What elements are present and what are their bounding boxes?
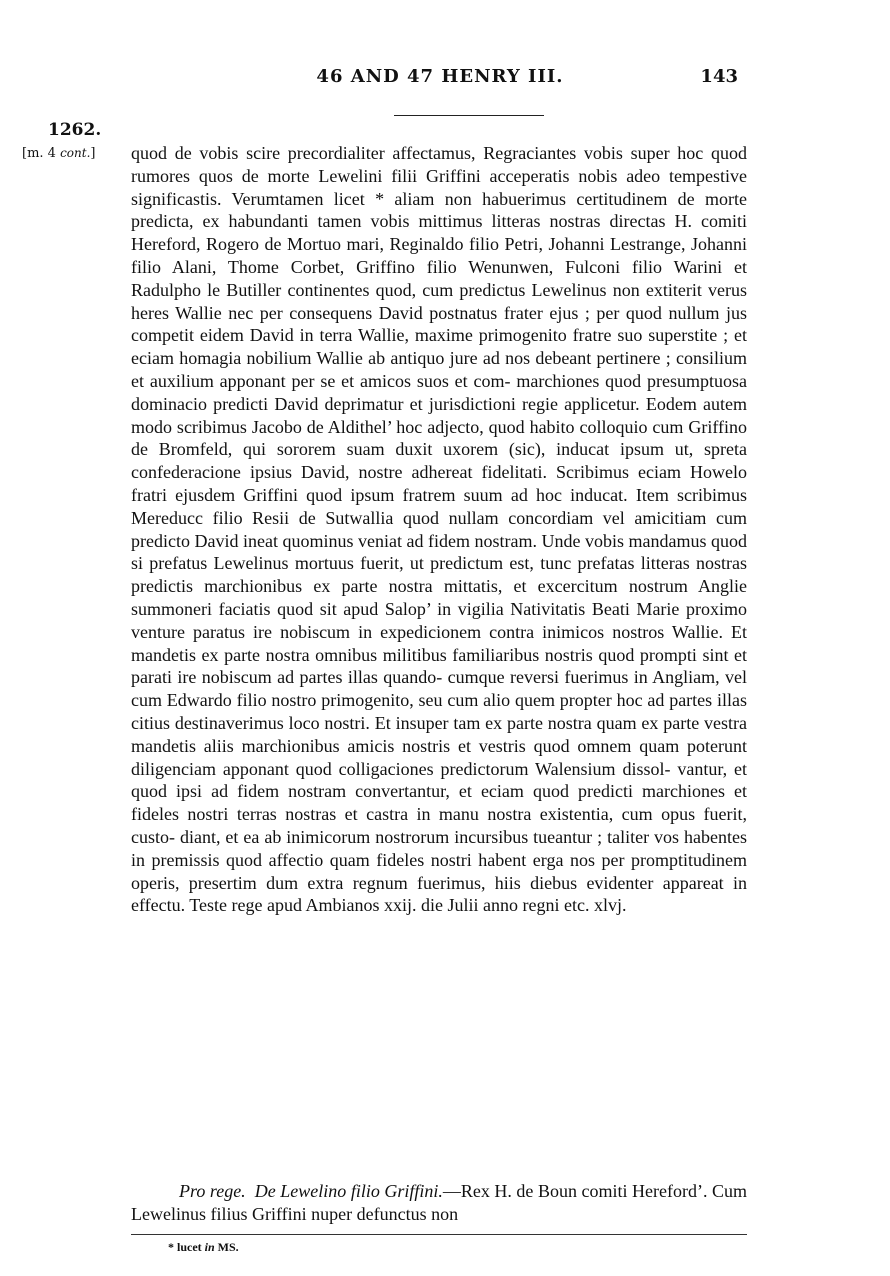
footnote <box>168 1240 239 1255</box>
paragraph-2-rubric-b: De Lewelino filio Griffini. <box>254 1181 443 1201</box>
paragraph-1: quod de vobis scire precordialiter affectamus, Regraciantes vobis super hoc quod rumores quos de morte Lewelini filii Griffini acceperatis nobis adeo tempestive significastis. Verumtamen licet * aliam non habuerimus certitudinem de morte predicta, ex habundanti tamen vobis mittimus litteras nostras directas H. comiti Hereford, Rogero de Mortuo mari, Reginaldo filio Petri, Johanni Lestrange, Johanni filio Alani, Thome Corbet, Griffino filio Wenunwen, Fulconi filio Warini et Radulpho le Butiller continentes quod, cum predictus Lewelinus non extiterit verus heres Wallie nec per consequens David postnatus frater ejus ; per quod nullum jus competit eidem David in terra Wallie, maxime primogenito fratre suo superstite ; et eciam homagia nobilium Wallie ab antiquo jure ad nos debeant pertinere ; consilium et auxilium apponant per se et amicos suos et com- marchiones quod presumptuosa dominacio predicti David deprimatur et jurisdictioni regie applicetur. Eodem autem modo scribimus Jacobo de Aldithel’ hoc adjecto, quod habito colloquio cum Griffino de Bromfeld, qui sororem suam duxit uxorem (sic), inducat ipsum ut, spreta confederacione ipsius David, nostre adhereat fidelitati. Scribimus eciam Howelo fratri ejusdem Griffini quod ipsum fratrem suum ad hoc inducat. Item scribimus Mereducc filio Resii de Sutwallia quod nullam concordiam vel amicitiam cum predicto David ineat quominus veniat ad fidem nostram. Unde vobis mandamus quod si prefatus Lewelinus mortuus fuerit, ut predictum est, tunc prefatas litteras nostras predictis marchionibus ex parte nostra mittatis, et excercitum nostrum Anglie summoneri faciatis quod sit apud Salop’ in vigilia Nativitatis Beati Marie proximo venture paratus ire nobiscum in expedicionem contra inimicos nostros Wallie. Et mandetis ex parte nostra omnibus militibus familiaribus nostris quod prompti sint et parati ire nobiscum ad partes illas quando- cumque reversi fuerimus in Angliam, vel cum Edwardo filio nostro primogenito, seu cum alio quem propter hoc ad partes illas citius destinaverimus loco nostri. Et insuper tam ex parte nostra quam ex parte vestra mandetis aliis marchionibus amicis nostris et vestris quod omnem quam poterunt diligenciam apponant quod colligaciones predictorum Walensium dissol- vantur, et quod ipsi ad fidem nostram convertantur, et eciam quod predicti marchiones et fideles nostri terras nostras et castra in manu nostra existentia, cum opus fuerit, custo- diant, et ea ab inimicorum nostrorum incursibus tueantur ; taliter vos habentes in premissis quod affectio quam fideles nostri habent erga nos per promptitudinem operis, presertim dum extra regnum fuerimus, hiis diebus evidenter appareat in effectu. Teste rege apud Ambianos xxij. die Julii anno regni etc. xlvj. <box>131 143 747 916</box>
membrane-note <box>22 146 95 161</box>
footnote-text-a: * lucet <box>168 1240 205 1254</box>
running-head <box>130 66 750 90</box>
footnote-rule <box>131 1234 747 1235</box>
paragraph-2-text: —Rex H. de Boun comiti Hereford’. Cum Lewelinus filius Griffini nuper defunctus non <box>131 1181 748 1224</box>
membrane-note-suffix: ] <box>90 146 96 161</box>
margin-year: 1262. <box>48 120 102 140</box>
footnote-italic: in <box>204 1240 215 1254</box>
header-rule <box>394 115 544 116</box>
running-title: 46 AND 47 HENRY III. <box>316 66 564 87</box>
paragraph-2 <box>131 1180 747 1226</box>
membrane-note-italic: cont. <box>60 146 91 160</box>
footnote-text-b: MS. <box>214 1240 239 1254</box>
main-text <box>131 142 747 917</box>
page-number: 143 <box>700 66 738 87</box>
membrane-note-prefix: [m. 4 <box>22 146 61 161</box>
paragraph-2-rubric-a: Pro rege. <box>179 1181 246 1201</box>
